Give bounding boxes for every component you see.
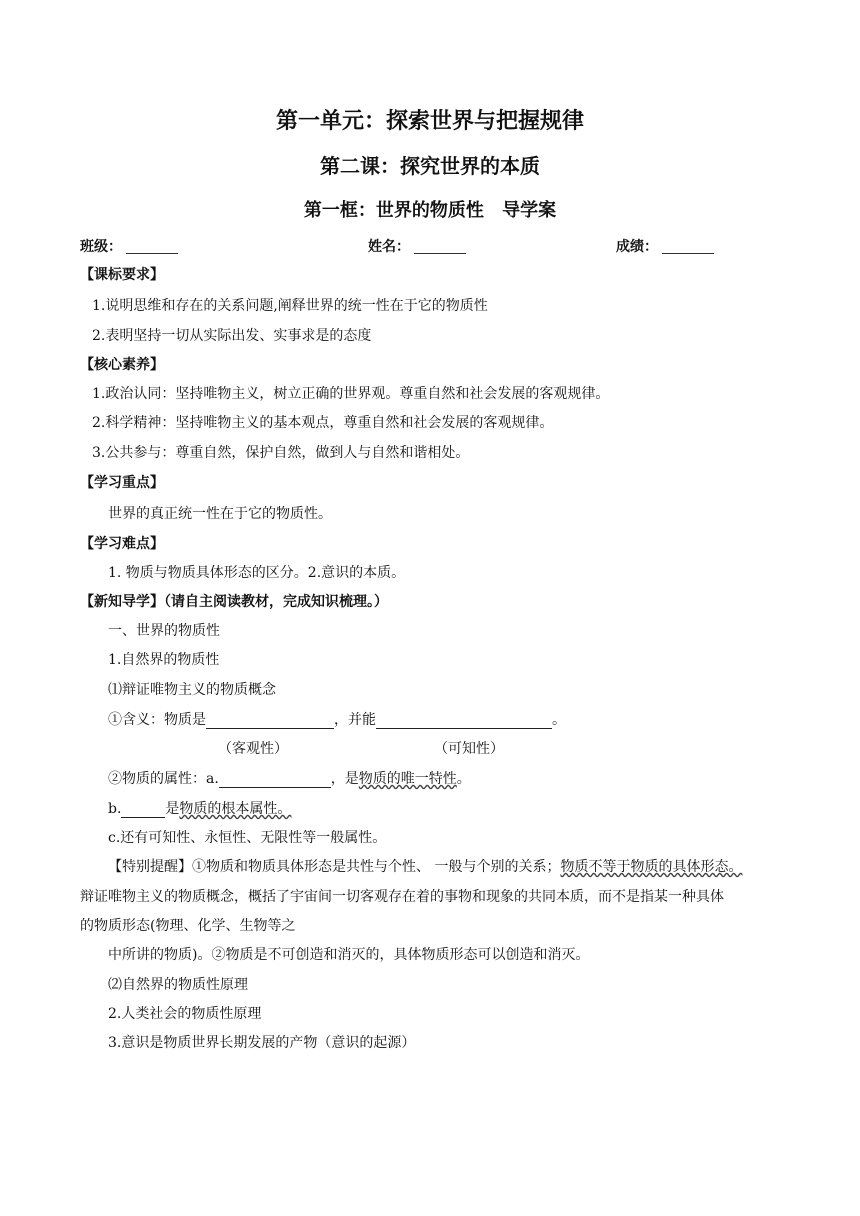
property-a-end: 。 (456, 771, 471, 787)
subsection-title: 2.人类社会的物质性原理 (108, 1006, 262, 1022)
definition-mid: ，并能 (334, 712, 376, 728)
score-field (616, 236, 714, 256)
reminder-continued: 的物质形态(物理、化学、生物等之 (80, 918, 296, 934)
definition-blank-2[interactable] (376, 714, 552, 729)
score-blank[interactable] (662, 241, 714, 254)
key-text: 世界的真正统一性在于它的物质性。 (108, 506, 332, 522)
unit-title: 第一单元：探索世界与把握规律 (275, 109, 584, 134)
reminder-continued: 中所讲的物质)。②物质是不可创造和消灭的，具体物质形态可以创造和消灭。 (108, 947, 590, 963)
core-item: 3.公共参与：尊重自然，保护自然，做到人与自然和谐相处。 (92, 445, 470, 461)
difficult-heading: 【学习难点】 (80, 536, 164, 552)
name-field (368, 236, 466, 256)
class-blank[interactable] (126, 241, 178, 254)
frame-title (0, 196, 860, 222)
frame-title-main: 第一框：世界的物质性 (303, 200, 484, 221)
name-blank[interactable] (414, 241, 466, 254)
curriculum-heading: 【课标要求】 (80, 267, 164, 283)
hint-knowability: （可知性） (434, 741, 504, 757)
reminder-emphasis: 物质不等于物质的具体形态。 (560, 859, 743, 875)
property-b-emphasis: 物质的根本属性。 (179, 801, 292, 817)
definition-line (108, 711, 566, 729)
key-heading: 【学习重点】 (80, 475, 164, 491)
new-knowledge-heading (80, 593, 388, 611)
hint-objectivity: （客观性） (218, 741, 288, 757)
curriculum-item: 2.表明坚持一切从实际出发、实事求是的态度 (92, 328, 372, 344)
core-item: 2.科学精神：坚持唯物主义的基本观点，尊重自然和社会发展的客观规律。 (92, 415, 554, 431)
property-line-a (108, 770, 471, 788)
special-reminder (108, 858, 742, 876)
difficult-text: 1. 物质与物质具体形态的区分。2.意识的本质。 (108, 565, 406, 581)
definition-end: 。 (552, 712, 566, 728)
new-heading-label: 【新知导学】 (80, 594, 164, 610)
definition-blank-1[interactable] (206, 714, 334, 729)
property-line-b (108, 800, 291, 818)
property-a-emphasis: 物质的唯一特性 (358, 771, 457, 787)
core-heading: 【核心素养】 (80, 357, 164, 373)
class-field (80, 236, 178, 256)
reminder-text: 【特别提醒】①物质和物质具体形态是共性与个性、 一般与个别的关系； (108, 859, 561, 875)
property-a-blank[interactable] (219, 773, 331, 788)
lesson-title: 第二课：探究世界的本质 (320, 154, 540, 178)
definition-prefix: ①含义：物质是 (108, 712, 206, 728)
section-one-title: 一、世界的物质性 (108, 623, 220, 639)
subsection-title: ⑴辩证唯物主义的物质概念 (108, 682, 276, 698)
score-label: 成绩： (616, 239, 658, 255)
subsection-title: ⑵自然界的物质性原理 (108, 977, 248, 993)
reminder-continued: 辩证唯物主义的物质概念，概括了宇宙间一切客观存在着的事物和现象的共同本质，而不是指某一种具体 (80, 889, 724, 905)
core-item: 1.政治认同：坚持唯物主义，树立正确的世界观。尊重自然和社会发展的客观规律。 (92, 386, 610, 402)
new-heading-note: （请自主阅读教材，完成知识梳理。） (164, 594, 388, 610)
property-b-blank[interactable] (121, 803, 165, 818)
property-b-prefix: b. (108, 801, 122, 817)
curriculum-item: 1.说明思维和存在的关系问题,阐释世界的统一性在于它的物质性 (92, 298, 488, 314)
subsection-title: 3.意识是物质世界长期发展的产物（意识的起源） (108, 1035, 416, 1051)
subsection-title: 1.自然界的物质性 (108, 652, 220, 668)
class-label: 班级： (80, 239, 122, 255)
frame-title-suffix: 导学案 (502, 200, 557, 221)
property-line-c: c.还有可知性、永恒性、无限性等一般属性。 (108, 830, 387, 846)
property-a-mid: ，是 (330, 771, 359, 787)
name-label: 姓名： (368, 239, 410, 255)
property-a-prefix: ②物质的属性：a. (108, 771, 219, 787)
property-b-mid: 是 (165, 801, 180, 817)
